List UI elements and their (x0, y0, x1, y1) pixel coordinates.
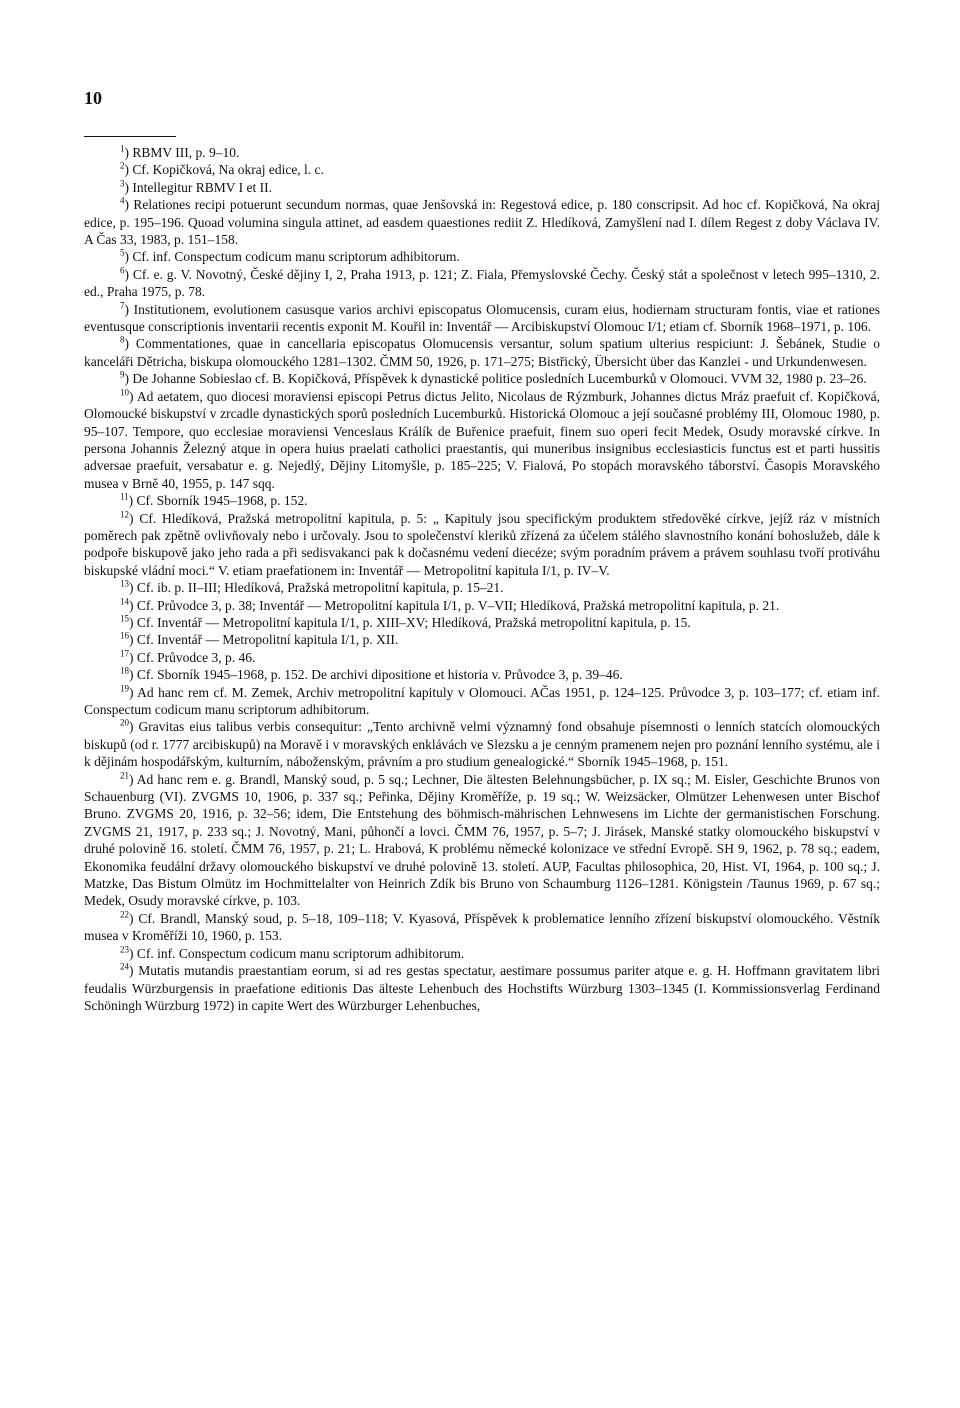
footnote-text: ) Cf. inf. Conspectum codicum manu scriptorum adhibitorum. (124, 249, 460, 265)
footnote-number: 17 (120, 648, 129, 659)
footnote-number: 7 (120, 300, 125, 311)
footnote-number: 1 (120, 143, 125, 154)
footnote-text: ) Cf. Hledíková, Pražská metropolitní kapitula, p. 5: „ Kapituly jsou specifickým produktem středověké církve, jejíž ráz v místních poměrech pak zpětně ovlivňovaly nebo i určovaly. Jsou to společenství kleriků zřízená za účelem stálého slavnostního konání bohoslužeb, dále k podpoře biskupově jako jeho rada a při sedisvakanci pak k dočasnému vedení diecéze; svým poradním právem a právem souhlasu tvoří protiváhu biskupské vládní moci.“ V. etiam praefationem in: Inventář — Metropolitní kapitula I/1, p. IV–V. (84, 510, 880, 578)
footnote-text: ) Cf. Inventář — Metropolitní kapitula I/1, p. XII. (129, 632, 399, 648)
footnote (84, 579, 880, 596)
footnote (84, 962, 880, 1014)
footnote-number: 12 (120, 509, 129, 520)
page-number: 10 (84, 88, 102, 108)
footnote (84, 597, 880, 614)
footnote-text: ) Cf. Průvodce 3, p. 46. (129, 649, 256, 665)
footnote (84, 510, 880, 580)
footnote-number: 19 (120, 683, 129, 694)
footnote-number: 3 (120, 178, 125, 189)
footnote-number: 24 (120, 961, 129, 972)
footnote-text: ) RBMV III, p. 9–10. (124, 145, 240, 160)
footnote-number: 9 (120, 369, 125, 380)
footnote (84, 388, 880, 492)
footnote-text: ) Cf. Sborník 1945–1968, p. 152. (128, 493, 308, 509)
footnote-text: ) Commentationes, quae in cancellaria episcopatus Olomucensis versantur, solum spatium ulterius respiciunt: J. Šebánek, Studie o kanceláři Dětricha, biskupa olomouckého 1281–1302. ČMM 50, 1926, p. 171–275; Bistřický, Übersicht über das Kanzlei - und Urkundenwesen. (84, 336, 880, 369)
footnote-text: ) Cf. inf. Conspectum codicum manu scriptorum adhibitorum. (129, 945, 465, 961)
footnote (84, 248, 880, 265)
footnote-text: ) Cf. ib. p. II–III; Hledíková, Pražská metropolitní kapitula, p. 15–21. (129, 580, 504, 596)
footnote-number: 8 (120, 334, 125, 345)
footnote-number: 23 (120, 944, 129, 955)
footnote (84, 492, 880, 509)
footnote (84, 945, 880, 962)
footnote (84, 910, 880, 945)
footnote (84, 266, 880, 301)
footnote-number: 16 (120, 630, 129, 641)
footnote (84, 666, 880, 683)
footnote-text: ) Ad hanc rem cf. M. Zemek, Archiv metropolitní kapituly v Olomouci. AČas 1951, p. 124–125. Průvodce 3, p. 103–177; cf. etiam inf. Conspectum codicum manu scriptorum adhibitorum. (84, 684, 880, 717)
footnote-text: ) Relationes recipi potuerunt secundum normas, quae Jenšovská in: Regestová edice, p. 180 conscripsit. Ad hoc cf. Kopičková, Na okraj edice, p. 195–196. Quoad volumina singula attinet, ad easdem quaestiones rediit Z. Hledíková, Zamyšlení nad I. dílem Regest z doby Václava IV. A Čas 33, 1983, p. 151–158. (84, 197, 880, 248)
footnote-text: ) Cf. Brandl, Manský soud, p. 5–18, 109–118; V. Kyasová, Příspěvek k problematice lenního zřízení biskupství olomouckého. Věstník musea v Kroměříži 10, 1960, p. 153. (84, 910, 880, 944)
footnote-text: ) Cf. e. g. V. Novotný, České dějiny I, 2, Praha 1913, p. 121; Z. Fiala, Přemyslovské Čechy. Český stát a společnost v letech 995–1310, 2. ed., Praha 1975, p. 78. (84, 266, 880, 300)
footnote-number: 15 (120, 613, 129, 624)
footnote-text: ) Cf. Sborník 1945–1968, p. 152. De archivi dipositione et historia v. Průvodce 3, p. 39–46. (129, 667, 623, 683)
footnote-number: 20 (120, 717, 129, 728)
footnote-number: 14 (120, 596, 129, 607)
footnote (84, 144, 880, 161)
footnote (84, 614, 880, 631)
footnote-number: 11 (120, 491, 129, 502)
footnote-text: ) Cf. Inventář — Metropolitní kapitula I/1, p. XIII–XV; Hledíková, Pražská metropolitní kapitula, p. 15. (129, 614, 691, 630)
footnote (84, 684, 880, 719)
footnote (84, 771, 880, 910)
footnote (84, 370, 880, 387)
footnote-text: ) Ad hanc rem e. g. Brandl, Manský soud, p. 5 sq.; Lechner, Die ältesten Belehnungsbücher, p. IX sq.; M. Eisler, Geschichte Brunos von Schauenburg (VI). ZVGMS 10, 1906, p. 337 sq.; Peřinka, Dějiny Kroměříže, p. 19 sq.; W. Weizsäcker, Olmützer Lehenwesen unter Bischof Bruno. ZVGMS 20, 1916, p. 32–56; idem, Die Entstehung des böhmisch-mährischen Lehnwesens im Lichte der germanistischen Forschung. ZVGMS 21, 1917, p. 233 sq.; J. Novotný, Mani, půhončí a lovci. ČMM 76, 1957, p. 5–7; J. Jirásek, Manské statky olomouckého biskupství v druhé polovině 16. století. ČMM 76, 1957, p. 21; L. Hrabová, K problému německé kolonizace ve střední Evropě. SH 9, 1962, p. 78 sq.; eadem, Ekonomika feudální državy olomouckého biskupství ve druhé polovině 13. století. AUP, Facultas philosophica, 20, Hist. VI, 1964, p. 100 sq.; J. Matzke, Das Bistum Olmütz im Hochmittelalter von Heinrich Zdík bis Bruno von Schaumburg 1126–1281. Königstein /Taunus 1969, p. 67 sq.; Medek, Osudy moravské církve, p. 103. (84, 771, 880, 909)
footnote-number: 6 (120, 265, 125, 276)
footnote-text: ) Gravitas eius talibus verbis consequitur: „Tento archivně velmi významný fond obsahuje písemnosti o lenních statcích olomouckých biskupů (od r. 1777 arcibiskupů) na Moravě i v moravských enklávách ve Slezsku a je cenným pramenem nejen pro poznání lenního systému, ale i k dějinám hospodářským, kulturním, náboženským, právním a pro studium genealogické.“ Sborník 1945–1968, p. 151. (84, 719, 880, 770)
footnote-text: ) De Johanne Sobieslao cf. B. Kopičková, Příspěvek k dynastické politice posledních Lucemburků v Olomouci. VVM 32, 1980 p. 23–26. (124, 371, 867, 387)
footnote-number: 21 (120, 770, 129, 781)
footnote-text: ) Ad aetatem, quo diocesi moraviensi episcopi Petrus dictus Jelito, Nicolaus de Rýzmburk, Johannes dictus Mráz praefuit cf. Kopičková, Olomoucké biskupství v zrcadle dynastických sporů posledních Lucemburků. Historická Olomouc a její současné problémy III, Olomouc 1980, p. 95–107. Tempore, quo ecclesiae moraviensi Venceslaus Králík de Buřenice praefuit, finem suo operi fecit Medek, Osudy moravské církve. In persona Johannis Železný atque in opera huius praelati catholici praestantis, qui muneribus insignibus ecclesiasticis functus est et parti hussitis adversae praefuit, versabatur e. g. Nejedlý, Dějiny Litomyšle, p. 185–225; V. Fialová, Po stopách moravského táborství. Časopis Moravského musea v Brně 40, 1955, p. 147 sqq. (84, 388, 880, 491)
footnote (84, 196, 880, 248)
footnote-text: ) Institutionem, evolutionem casusque varios archivi episcopatus Olomucensis, curam eius, hodiernam structuram fontis, viae et rationes eventusque conscriptionis inventarii recentis exponit M. Kouřil in: Inventář — Arcibiskupství Olomouc I/1; etiam cf. Sborník 1968–1971, p. 106. (84, 301, 880, 335)
footnote (84, 631, 880, 648)
footnote (84, 179, 880, 196)
footnote-number: 18 (120, 665, 129, 676)
footnote (84, 161, 880, 178)
footnote-text: ) Cf. Průvodce 3, p. 38; Inventář — Metropolitní kapitula I/1, p. V–VII; Hledíková, Pražská metropolitní kapitula, p. 21. (129, 597, 780, 613)
footnote-number: 5 (120, 247, 125, 258)
footnote-text: ) Intellegitur RBMV I et II. (124, 179, 272, 195)
footnote (84, 718, 880, 770)
footnote-number: 13 (120, 578, 129, 589)
footnote-number: 22 (120, 909, 129, 920)
footnote-text: ) Mutatis mutandis praestantiam eorum, si ad res gestas spectatur, aestimare possumus pariter atque e. g. H. Hoffmann gravitatem libri feudalis Würzburgensis in praefatione editionis Das älteste Lehenbuch des Hochstifts Würzburg 1303–1345 (I. Kommissionsverlag Ferdinand Schöningh Würzburg 1972) in capite Wert des Würzburger Lehenbuches, (84, 963, 880, 1013)
footnote-number: 10 (120, 387, 129, 398)
footnote-separator-rule (84, 136, 176, 137)
footnote-number: 4 (120, 195, 125, 206)
footnote-number: 2 (120, 160, 125, 171)
footnote (84, 335, 880, 370)
footnote (84, 301, 880, 336)
footnote (84, 649, 880, 666)
footnote-text: ) Cf. Kopičková, Na okraj edice, l. c. (124, 162, 324, 178)
footnotes-list (84, 144, 880, 1014)
